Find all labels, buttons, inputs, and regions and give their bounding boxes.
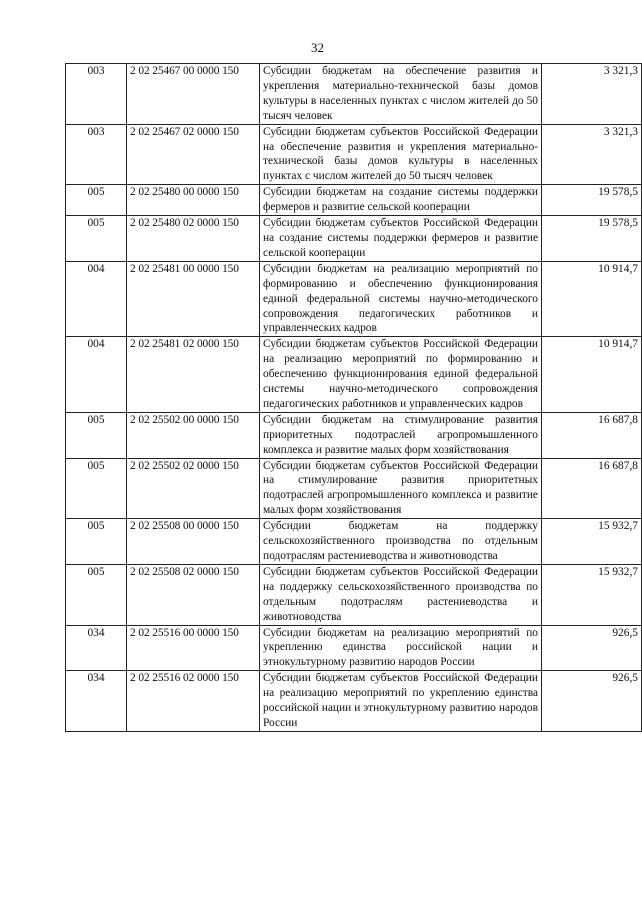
amount-cell: 19 578,5 xyxy=(542,185,642,216)
admin-code-cell: 034 xyxy=(66,671,127,732)
admin-code-cell: 005 xyxy=(66,458,127,519)
table-row xyxy=(66,412,642,458)
income-name-cell: Субсидии бюджетам субъектов Российской Федерации на обеспечение развития и укрепления материально-технической базы домов культуры в населенных пунктах с числом жителей до 50 тысяч человек xyxy=(260,124,542,185)
admin-code-cell: 005 xyxy=(66,564,127,625)
admin-code-cell: 005 xyxy=(66,216,127,262)
revenue-table xyxy=(65,63,642,732)
amount-cell: 926,5 xyxy=(542,671,642,732)
amount-cell: 3 321,3 xyxy=(542,64,642,125)
table-row xyxy=(66,185,642,216)
admin-code-cell: 003 xyxy=(66,124,127,185)
income-name-cell: Субсидии бюджетам на реализацию мероприятий по формированию и обеспечению функционирования единой федеральной системы научно-методического сопровождения педагогических работников и управленческих кадров xyxy=(260,261,542,337)
amount-cell: 15 932,7 xyxy=(542,564,642,625)
income-name-cell: Субсидии бюджетам субъектов Российской Федерации на стимулирование развития приоритетных подотраслей агропромышленного комплекса и развитие малых форм хозяйствования xyxy=(260,458,542,519)
income-name-cell: Субсидии бюджетам субъектов Российской Федерации на реализацию мероприятий по формированию и обеспечению функционирования единой федеральной системы научно-методического сопровождения педагогических работников и управленческих кадров xyxy=(260,337,542,413)
admin-code-cell: 003 xyxy=(66,64,127,125)
budget-code-cell: 2 02 25467 02 0000 150 xyxy=(127,124,260,185)
budget-code-cell: 2 02 25508 00 0000 150 xyxy=(127,519,260,565)
amount-cell: 926,5 xyxy=(542,625,642,671)
income-name-cell: Субсидии бюджетам на обеспечение развития и укрепления материально-технической базы домов культуры в населенных пунктах с числом жителей до 50 тысяч человек xyxy=(260,64,542,125)
table-row xyxy=(66,625,642,671)
page-number: 32 xyxy=(311,40,324,55)
budget-code-cell: 2 02 25502 02 0000 150 xyxy=(127,458,260,519)
table-row xyxy=(66,124,642,185)
budget-code-cell: 2 02 25481 02 0000 150 xyxy=(127,337,260,413)
amount-cell: 15 932,7 xyxy=(542,519,642,565)
table-row xyxy=(66,261,642,337)
admin-code-cell: 005 xyxy=(66,519,127,565)
budget-code-cell: 2 02 25480 02 0000 150 xyxy=(127,216,260,262)
budget-code-cell: 2 02 25516 02 0000 150 xyxy=(127,671,260,732)
income-name-cell: Субсидии бюджетам субъектов Российской Федерации на реализацию мероприятий по укреплению единства российской нации и этнокультурному развитию народов России xyxy=(260,671,542,732)
budget-code-cell: 2 02 25481 00 0000 150 xyxy=(127,261,260,337)
table-row xyxy=(66,337,642,413)
amount-cell: 3 321,3 xyxy=(542,124,642,185)
admin-code-cell: 005 xyxy=(66,185,127,216)
table-row xyxy=(66,564,642,625)
admin-code-cell: 004 xyxy=(66,337,127,413)
table-row xyxy=(66,671,642,732)
amount-cell: 10 914,7 xyxy=(542,261,642,337)
revenue-table-body xyxy=(66,64,642,732)
amount-cell: 19 578,5 xyxy=(542,216,642,262)
amount-cell: 16 687,8 xyxy=(542,412,642,458)
income-name-cell: Субсидии бюджетам субъектов Российской Федерации на создание системы поддержки фермеров и развитие сельской кооперации xyxy=(260,216,542,262)
amount-cell: 10 914,7 xyxy=(542,337,642,413)
amount-cell: 16 687,8 xyxy=(542,458,642,519)
budget-code-cell: 2 02 25508 02 0000 150 xyxy=(127,564,260,625)
income-name-cell: Субсидии бюджетам на стимулирование развития приоритетных подотраслей агропромышленного комплекса и развитие малых форм хозяйствования xyxy=(260,412,542,458)
budget-code-cell: 2 02 25502 00 0000 150 xyxy=(127,412,260,458)
table-row xyxy=(66,64,642,125)
table-row xyxy=(66,458,642,519)
table-row xyxy=(66,216,642,262)
income-name-cell: Субсидии бюджетам субъектов Российской Федерации на поддержку сельскохозяйственного производства по отдельным подотраслям растениеводства и животноводства xyxy=(260,564,542,625)
budget-code-cell: 2 02 25480 00 0000 150 xyxy=(127,185,260,216)
admin-code-cell: 005 xyxy=(66,412,127,458)
table-row xyxy=(66,519,642,565)
budget-code-cell: 2 02 25467 00 0000 150 xyxy=(127,64,260,125)
admin-code-cell: 034 xyxy=(66,625,127,671)
income-name-cell: Субсидии бюджетам на создание системы поддержки фермеров и развитие сельской кооперации xyxy=(260,185,542,216)
income-name-cell: Субсидии бюджетам на поддержку сельскохозяйственного производства по отдельным подотраслям растениеводства и животноводства xyxy=(260,519,542,565)
budget-code-cell: 2 02 25516 00 0000 150 xyxy=(127,625,260,671)
income-name-cell: Субсидии бюджетам на реализацию мероприятий по укреплению единства российской нации и этнокультурному развитию народов России xyxy=(260,625,542,671)
admin-code-cell: 004 xyxy=(66,261,127,337)
